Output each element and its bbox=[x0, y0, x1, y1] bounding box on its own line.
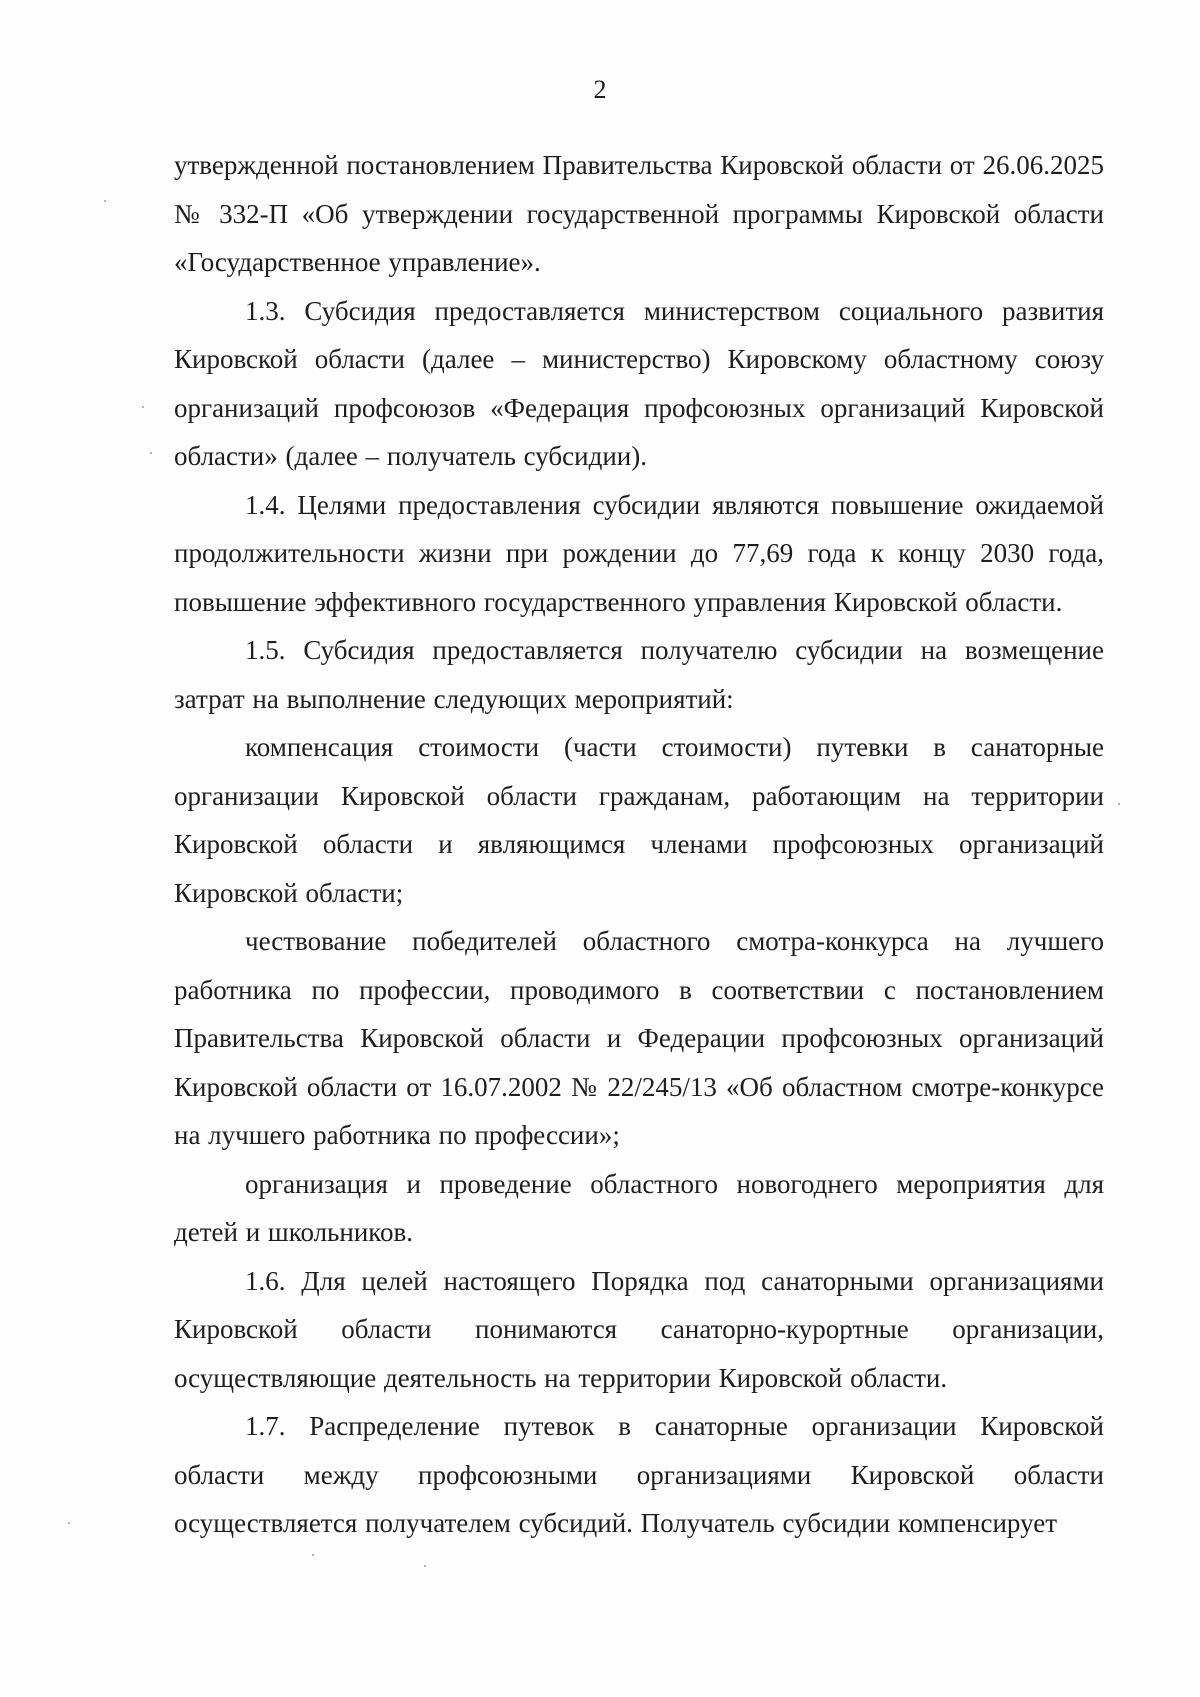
paragraph-1-4: 1.4. Целями предоставления субсидии являются повышение ожидаемой продолжительности жизни при рождении до 77,69 года к концу 2030 года, повышение эффективного государственного управления Кировской области. bbox=[174, 489, 1104, 617]
page-number: 2 bbox=[593, 75, 607, 104]
document-body bbox=[174, 141, 1104, 1548]
scan-speck bbox=[150, 452, 152, 454]
scan-speck bbox=[104, 200, 106, 202]
paragraph-1-3: 1.3. Субсидия предоставляется министерством социального развития Кировской области (далее – министерство) Кировскому областному союзу организаций профсоюзов «Федерация профсоюзных организаций Кировской области» (далее – получатель субсидии). bbox=[174, 295, 1104, 471]
scan-speck bbox=[1118, 803, 1120, 805]
paragraph-1-6: 1.6. Для целей настоящего Порядка под санаторными организациями Кировской области понимаются санаторно-курортные организации, осуществляющие деятельность на территории Кировской области. bbox=[174, 1265, 1104, 1393]
scan-speck bbox=[68, 1522, 70, 1524]
paragraph-1-5: 1.5. Субсидия предоставляется получателю субсидии на возмещение затрат на выполнение следующих мероприятий: bbox=[174, 635, 1104, 714]
paragraph-1-5-item-vouchers: компенсация стоимости (части стоимости) путевки в санаторные организации Кировской области гражданам, работающим на территории Кировской области и являющимся членами профсоюзных организаций Кировской области; bbox=[174, 732, 1104, 908]
paragraph-1-5-item-contest: чествование победителей областного смотра-конкурса на лучшего работника по профессии, проводимого в соответствии с постановлением Правительства Кировской области и Федерации профсоюзных организаций Кировской области от 16.07.2002 № 22/245/13 «Об областном смотре-конкурсе на лучшего работника по профессии»; bbox=[174, 926, 1104, 1150]
scan-speck bbox=[142, 406, 144, 408]
paragraph-1-7: 1.7. Распределение путевок в санаторные организации Кировской области между профсоюзными организациями Кировской области осуществляется получателем субсидий. Получатель субсидии компенсирует bbox=[174, 1411, 1104, 1538]
scan-speck bbox=[424, 1565, 426, 1567]
paragraph-1-5-item-new-year: организация и проведение областного новогоднего мероприятия для детей и школьников. bbox=[174, 1168, 1104, 1247]
scan-speck bbox=[312, 1554, 314, 1556]
paragraph-continuation: утвержденной постановлением Правительства Кировской области от 26.06.2025 № 332-П «Об утверждении государственной программы Кировской области «Государственное управление». bbox=[174, 150, 1104, 277]
